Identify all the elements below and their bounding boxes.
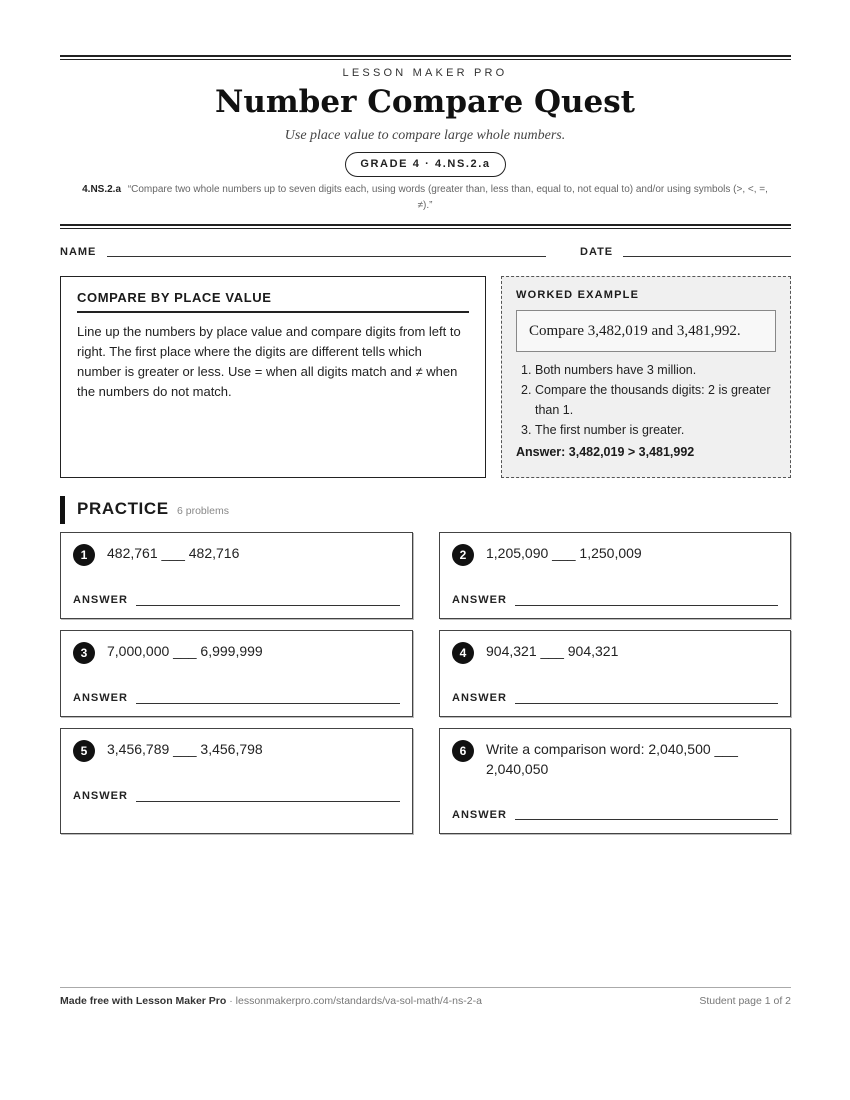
problem-text: 7,000,000 ___ 6,999,999 [107, 643, 263, 659]
footer-url-link[interactable]: lessonmakerpro.com/standards/va-sol-math/4-ns-2-a [235, 995, 482, 1007]
problem-number: 5 [73, 740, 95, 762]
problem-text: Write a comparison word: 2,040,500 ___ 2,040,050 [486, 741, 738, 777]
worked-example-steps [516, 360, 776, 440]
worksheet-subtitle: Use place value to compare large whole numbers. [284, 128, 566, 143]
worked-example-step: 1. Both numbers have 3 million. [521, 363, 697, 377]
problem-text: 1,205,090 ___ 1,250,009 [486, 545, 642, 561]
problem-number: 2 [452, 544, 474, 566]
answer-label: ANSWER [73, 594, 128, 606]
problem-card-3 [60, 630, 413, 717]
top-rule [60, 55, 791, 60]
date-label: DATE [580, 246, 614, 258]
answer-label: ANSWER [452, 809, 507, 821]
problem-card-2 [439, 532, 791, 619]
answer-label: ANSWER [73, 692, 128, 704]
worked-example-heading: WORKED EXAMPLE [516, 289, 640, 301]
worked-example-answer: Answer: 3,482,019 > 3,481,992 [516, 445, 695, 459]
compare-box-body: Line up the numbers by place value and compare digits from left to right. The first place where the digits are different tells which number is greater or less. Use = when all digits match and ≠ when the numbers do not match. [77, 324, 461, 399]
worked-example-question: Compare 3,482,019 and 3,481,992. [516, 310, 776, 352]
worked-example-box [501, 276, 791, 478]
footer-made-with: Made free with Lesson Maker Pro [60, 995, 227, 1007]
answer-field[interactable] [136, 703, 400, 704]
problem-card-4 [439, 630, 791, 717]
problem-text: 904,321 ___ 904,321 [486, 643, 619, 659]
standard-description [75, 182, 775, 214]
problem-number: 6 [452, 740, 474, 762]
name-field[interactable] [107, 256, 546, 257]
problem-card-6 [439, 728, 791, 834]
date-field[interactable] [623, 256, 791, 257]
problem-card-1 [60, 532, 413, 619]
answer-label: ANSWER [452, 692, 507, 704]
problem-number: 3 [73, 642, 95, 664]
grade-badge: GRADE 4 · 4.NS.2.a [345, 152, 506, 177]
answer-label: ANSWER [73, 790, 128, 802]
name-label: NAME [60, 246, 97, 258]
problem-card-5 [60, 728, 413, 834]
worked-example-step: 3. The first number is greater. [521, 423, 685, 437]
worksheet-title: Number Compare Quest [215, 84, 635, 120]
answer-field[interactable] [136, 801, 400, 802]
answer-field[interactable] [136, 605, 400, 606]
problem-text: 482,761 ___ 482,716 [107, 545, 240, 561]
problem-text: 3,456,789 ___ 3,456,798 [107, 741, 263, 757]
practice-accent-bar [60, 496, 65, 524]
problem-number: 1 [73, 544, 95, 566]
compare-by-place-value-box [60, 276, 486, 478]
answer-field[interactable] [515, 605, 778, 606]
answer-label: ANSWER [452, 594, 507, 606]
answer-field[interactable] [515, 819, 778, 820]
practice-heading: PRACTICE [77, 499, 169, 518]
footer-rule [60, 987, 791, 988]
standard-code: 4.NS.2.a [82, 184, 122, 195]
footer-credit [60, 995, 482, 1007]
answer-field[interactable] [515, 703, 778, 704]
practice-count: 6 problems [177, 505, 229, 517]
brand-name: LESSON MAKER PRO [342, 67, 508, 79]
footer-separator: · [226, 995, 236, 1007]
problem-number: 4 [452, 642, 474, 664]
header-bottom-rule [60, 224, 791, 229]
worked-example-step: 2. Compare the thousands digits: 2 is greater than 1. [521, 383, 771, 417]
compare-box-heading: COMPARE BY PLACE VALUE [77, 290, 469, 313]
footer-page-number: Student page 1 of 2 [699, 995, 791, 1007]
standard-text: “Compare two whole numbers up to seven digits each, using words (greater than, less than, equal to, not equal to) and/or using symbols (>, <, =, ≠).” [127, 184, 768, 211]
